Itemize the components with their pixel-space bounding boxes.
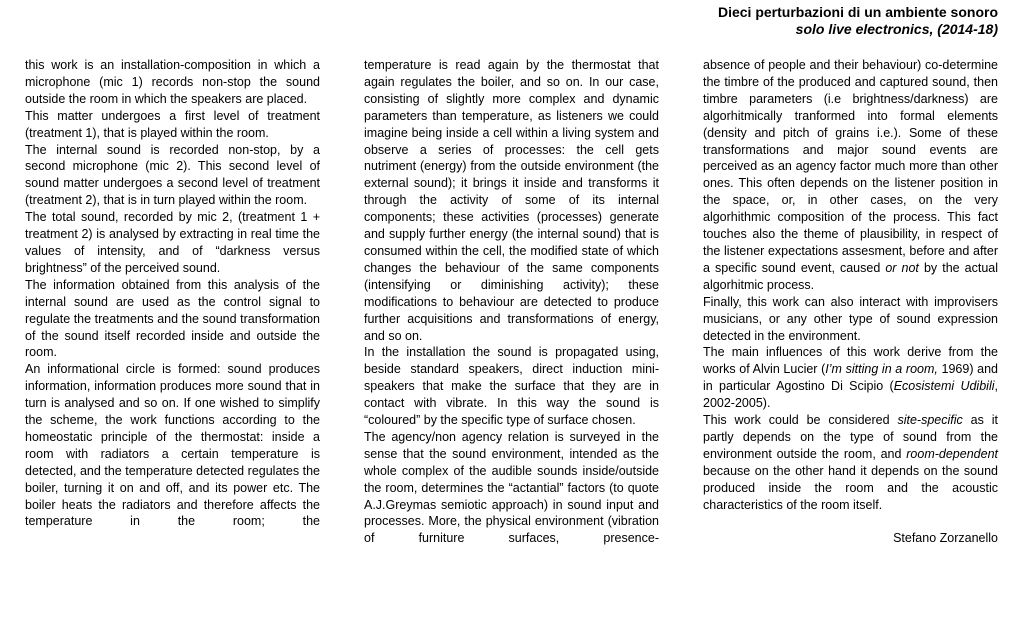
text-run: An informational circle is formed: sound produces information, information produces more sound that in turn is analysed and so on. If one wished to simplify the scheme, the work functions according to the homeostatic principle of the thermostat: inside a room with radiators a certain temperature is detected, and the temperature detected regulates the boiler, turning it on and off, and its power etc. The boiler heats the radiators and therefore affects the temperature in the room; the	[25, 362, 320, 529]
text-run: This matter undergoes a first level of treatment (treatment 1), that is played within the room.	[25, 108, 320, 140]
text-run: This work could be considered	[703, 413, 898, 428]
text-run: 1969) and in particular Agostino Di Scipio (	[703, 362, 998, 394]
paragraph	[25, 142, 320, 210]
text-run: The agency/non agency relation is surveyed in the sense that the sound environment, intended as the whole complex of the audible sounds inside/outside the room, determines the “actantial” factors (to quote A.J.Greymas semiotic approach) in sound input and processes. More, the physical environment (vibration of furniture surfaces, presence-	[364, 429, 659, 546]
text-column-3	[703, 57, 998, 547]
text-column-1	[25, 57, 320, 547]
paragraph	[25, 361, 320, 530]
text-columns	[25, 57, 998, 547]
author-signature	[703, 530, 998, 547]
text-run: because on the other hand it depends on the sound produced inside the room and the acoustic characteristics of the room itself.	[703, 463, 998, 512]
italic-text-run: I’m sitting in a room,	[825, 362, 938, 377]
paragraph	[364, 57, 659, 344]
text-run: The information obtained from this analysis of the internal sound are used as the control signal to regulate the treatments and the sound transformation of the sound itself recorded inside and outside the room.	[25, 277, 320, 360]
text-run: The total sound, recorded by mic 2, (treatment 1 + treatment 2) is analysed by extracting in real time the values of intensity, and of “darkness versus brightness” of the perceived sound.	[25, 210, 320, 275]
paragraph	[703, 57, 998, 294]
text-run: by the actual algorhitmic process.	[703, 260, 999, 292]
text-run: The main influences of this work derive from the works of Alvin Lucier (	[703, 345, 998, 377]
text-run: Stefano Zorzanello	[893, 531, 998, 546]
text-run: as it partly depends on the type of sound from the environment outside the room, and	[703, 413, 999, 461]
paragraph	[703, 412, 998, 513]
paragraph	[25, 209, 320, 277]
text-run: this work is an installation-composition in which a microphone (mic 1) records non-stop the sound outside the room in which the speakers are placed.	[25, 58, 320, 106]
document-title: Dieci perturbazioni di un ambiente sonoro	[717, 4, 998, 20]
italic-text-run: Ecosistemi Udibili	[893, 379, 995, 394]
italic-text-run: or not	[885, 260, 919, 275]
italic-text-run: site-specific	[897, 413, 963, 428]
text-run: absence of people and their behaviour) co-determine the timbre of the produced and captured sound, then timbre parameters (i.e brightness/darkness) are algorhitmically tranformed into formal elements (density and pitch of grains i.e.). Some of these transformations and major sound events are perceived as an agency factor much more than other ones. This often depends on the listener position in the space, or, in other cases, on the very algorhithmic composition of the process. This fact touches also the theme of plausibility, in respect of the listener expectations assesment, before and after a specific sound event, caused	[703, 58, 998, 275]
paragraph	[364, 344, 659, 429]
paragraph	[364, 429, 659, 547]
document-subtitle: solo live electronics, (2014-18)	[795, 21, 998, 37]
document-header	[25, 4, 998, 38]
paragraph	[25, 108, 320, 142]
text-run: temperature is read again by the thermostat that again regulates the boiler, and so on. In our case, consisting of slightly more complex and dynamic parameters than temperature, as listeners we could imagine being inside a cell within a living system and observe a series of processes: the cell gets nutriment (energy) from the outside environment (the external sound); it brings it inside and transforms it through the activity of some of its internal components; these activities (processes) generate and supply further energy (the internal sound) that is consumed within the cell, the modified state of which changes the behaviour of the same components (intensifying or diminishing activity); these modifications to behaviour are detected to produce further acquisitions and transformations of energy, and so on.	[364, 58, 659, 343]
paragraph	[25, 57, 320, 108]
text-run: , 2002-2005).	[703, 379, 998, 411]
text-run: The internal sound is recorded non-stop, by a second microphone (mic 2). This second level of sound matter undergoes a second level of treatment (treatment 2), that is in turn played within the room.	[25, 142, 320, 208]
paragraph	[703, 294, 998, 345]
paragraph	[703, 344, 998, 412]
text-run: Finally, this work can also interact with improvisers musicians, or any other type of sound expression detected in the environment.	[703, 294, 998, 343]
paragraph	[25, 277, 320, 362]
italic-text-run: room-dependent	[906, 446, 998, 461]
text-column-2	[364, 57, 659, 547]
text-run: In the installation the sound is propagated using, beside standard speakers, direct induction mini-speakers that make the surface that they are in contact with vibrate. In this way the sound is “coloured” by the specific type of surface chosen.	[364, 345, 659, 428]
